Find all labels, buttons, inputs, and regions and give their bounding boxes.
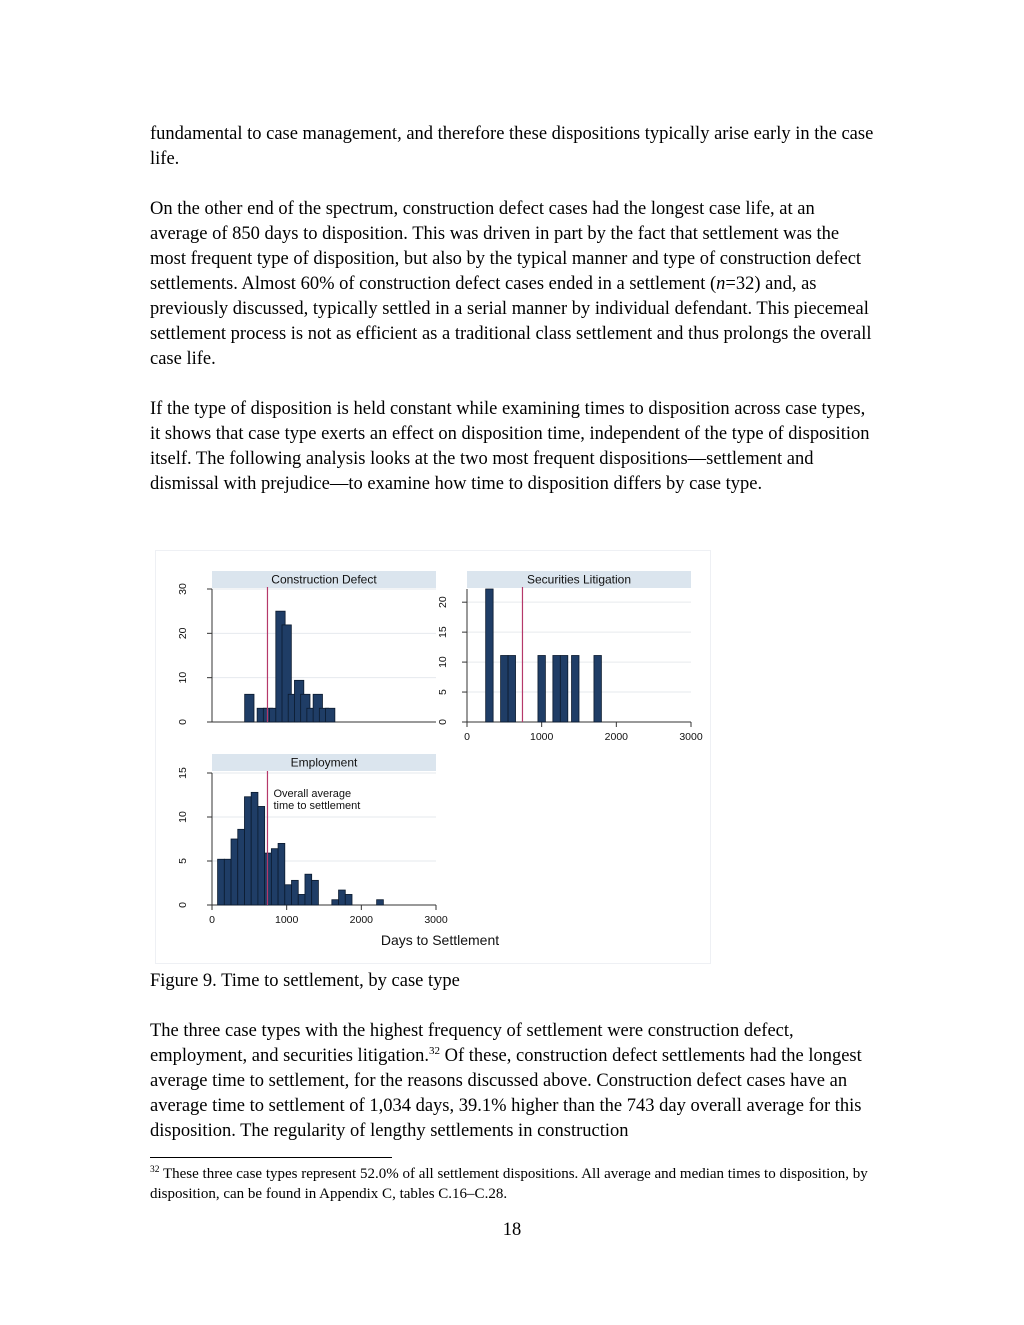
y-tick-label: 20: [177, 627, 189, 640]
annotation-line: Overall average: [273, 788, 352, 800]
y-tick-label: 10: [177, 671, 189, 684]
histogram-bar: [538, 656, 545, 723]
histogram-bar: [285, 885, 292, 905]
figure-9: [155, 550, 711, 964]
histogram-bar: [271, 849, 278, 905]
histogram-bar: [326, 708, 335, 722]
footnote-text: These three case types represent 52.0% of all settlement dispositions. All average and median times to disposition, by disposition, can be found in Appendix C, tables C.16–C.28.: [150, 1166, 868, 1202]
x-tick-label: 2000: [349, 914, 374, 926]
paragraph-disposition-type: If the type of disposition is held constant while examining times to disposition across case types, it shows that case type exerts an effect on disposition time, independent of the type of disposition itself. The following analysis looks at the two most frequent dispositions—settlement and dismissal with prejudice—to examine how time to disposition differs by case type.: [150, 399, 870, 494]
histogram-bar: [594, 656, 601, 723]
histogram-bar: [258, 806, 265, 905]
histogram-bar: [305, 874, 312, 905]
panel-title: Securities Litigation: [526, 572, 632, 587]
page-number: 18: [502, 1220, 522, 1240]
paragraph-text: The three case types with the highest frequency of settlement were construction defect, employment, and securities litigation.: [150, 1021, 794, 1066]
y-tick-label: 0: [437, 719, 449, 725]
y-tick-label: 0: [177, 719, 189, 725]
histogram-panels: [156, 551, 710, 963]
histogram-bar: [560, 656, 567, 723]
y-tick-label: 15: [177, 767, 189, 779]
footnote-reference[interactable]: 32: [428, 1044, 440, 1057]
histogram-bar: [332, 900, 339, 905]
y-tick-label: 20: [437, 596, 449, 609]
histogram-bar: [553, 656, 560, 723]
x-tick-label: 0: [464, 731, 470, 743]
x-tick-label: 3000: [679, 731, 703, 743]
panel-title: Construction Defect: [271, 572, 377, 587]
y-tick-label: 10: [177, 811, 189, 823]
x-tick-label: 2000: [604, 731, 629, 743]
footnote-divider: [150, 1157, 392, 1158]
histogram-bar: [312, 880, 319, 905]
histogram-bar: [501, 656, 508, 723]
histogram-bar: [345, 894, 352, 905]
italic-n: n: [716, 274, 726, 294]
footnote-marker: 32: [150, 1165, 160, 1175]
paragraph-text: On the other end of the spectrum, construction defect cases had the longest case life, at an average of 850 days to disposition. This was driven in part by the fact that settlement was the most frequent type of disposition, but also by the typical manner and type of construction defect settlements. Almost 60% of construction defect cases ended in a settlement (: [150, 199, 862, 294]
histogram-bar: [278, 843, 285, 905]
histogram-bar: [508, 656, 515, 723]
paragraph-intro: fundamental to case management, and therefore these dispositions typically arise early in the case life.: [150, 124, 874, 169]
x-tick-label: 1000: [274, 914, 299, 926]
footnote: [150, 1164, 874, 1204]
histogram-bar: [238, 829, 245, 905]
paragraph-construction-defect: [150, 197, 874, 372]
histogram-bar: [245, 694, 254, 722]
histogram-bar: [292, 880, 299, 905]
paragraph-text: =32) and, as previously discussed, typically settled in a serial manner by individual defendant. This piecemeal settlement process is not as efficient as a traditional class settlement and thus prolongs the overall case life.: [150, 274, 872, 369]
x-axis-title: Days to Settlement: [380, 932, 500, 948]
y-tick-label: 30: [177, 583, 189, 595]
histogram-bar: [244, 797, 251, 905]
histogram-bar: [218, 859, 225, 905]
x-tick-label: 3000: [424, 914, 448, 926]
x-tick-label: 1000: [529, 731, 554, 743]
histogram-bar: [298, 894, 305, 905]
histogram-bar: [231, 839, 238, 905]
y-tick-label: 10: [437, 656, 449, 668]
panel-title: Employment: [290, 755, 358, 770]
histogram-bar: [572, 656, 579, 723]
x-tick-label: 0: [209, 914, 215, 926]
histogram-bar: [486, 589, 493, 722]
histogram-bar: [377, 900, 384, 905]
histogram-bar: [224, 859, 231, 905]
y-tick-label: 5: [437, 689, 449, 695]
y-tick-label: 0: [177, 902, 189, 908]
annotation-line: time to settlement: [273, 800, 361, 812]
y-tick-label: 5: [177, 858, 189, 864]
figure-caption: Figure 9. Time to settlement, by case type: [150, 971, 460, 991]
y-tick-label: 15: [437, 626, 449, 638]
paragraph-text: Of these, construction defect settlements had the longest average time to settlement, for the reasons discussed above. Construction defect cases have an average time to settlement of 1,034 days, 39.1% higher than the 743 day overall average for this disposition. The regularity of lengthy settlements in construction: [150, 1046, 862, 1141]
histogram-bar: [339, 890, 346, 905]
histogram-bar: [251, 792, 258, 905]
paragraph-settlement-frequency: [150, 1019, 874, 1144]
